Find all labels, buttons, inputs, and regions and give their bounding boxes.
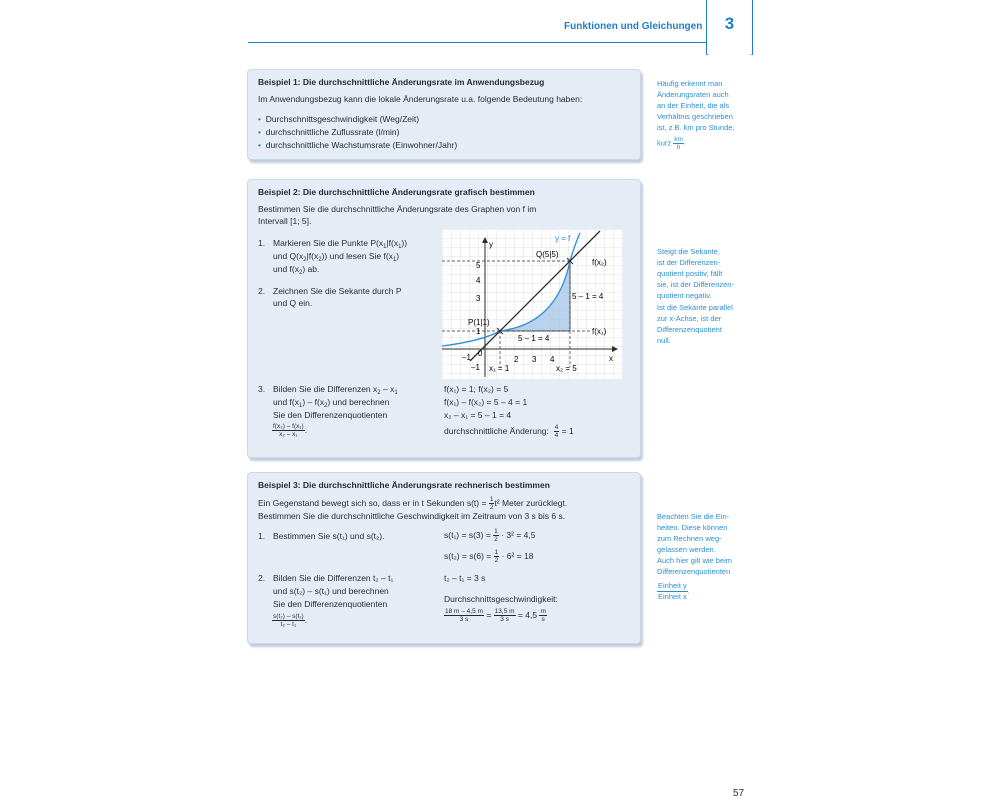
example1-title: Beispiel 1: Die durchschnittliche Änderungsrate im Anwendungsbezug bbox=[258, 77, 545, 87]
step-text: Sie den Differenzenquotienten bbox=[273, 410, 388, 420]
step-text: Markieren Sie die Punkte $P(x_1|f(x_1))$ bbox=[273, 238, 408, 250]
dy-label: 5 – 1 = 4 bbox=[572, 292, 604, 301]
y-tick-5: 5 bbox=[476, 261, 481, 270]
margin-line: Steigt die Sekante, bbox=[657, 247, 720, 256]
x-tick-2: 2 bbox=[514, 355, 519, 364]
example3-intro: Bestimmen Sie die durchschnittliche Geschwindigkeit im Zeitraum von 3 s bis 6 s. bbox=[258, 511, 566, 521]
header-rule bbox=[248, 42, 706, 43]
margin-line: Änderungsraten auch bbox=[657, 90, 729, 99]
step-text: Zeichnen Sie die Sekante durch P bbox=[273, 286, 402, 296]
result-line: f(x₁) – f(x₂) = 5 – 4 = 1 bbox=[444, 397, 528, 407]
point-q-label: Q(5|5) bbox=[536, 250, 559, 259]
margin-line: Häufig erkennt man bbox=[657, 79, 723, 88]
step-text: und $Q(x_2|f(x_2))$ und lesen Sie $f(x_1)$ bbox=[273, 251, 400, 263]
margin-line: gelassen werden. bbox=[657, 545, 716, 554]
margin-line: zur x-Achse, ist der bbox=[657, 314, 722, 323]
margin-line: Differenzenquotienten bbox=[657, 567, 731, 576]
margin-line: Verhältnis geschrieben bbox=[657, 112, 733, 121]
step-number: 3. bbox=[258, 384, 266, 394]
x2-label: x₂ = 5 bbox=[556, 364, 577, 373]
example3-intro: Ein Gegenstand bewegt sich so, dass er in t Sekunden s(t) = $\frac{1}{2}$ t² Meter zurücklegt. bbox=[258, 496, 568, 511]
example1-bullet: • Durchschnittsgeschwindigkeit (Weg/Zeit) bbox=[258, 114, 420, 124]
speed-label: Durchschnittsgeschwindigkeit: bbox=[444, 594, 558, 604]
example1-bullet: • durchschnittliche Zuflussrate (l/min) bbox=[258, 127, 400, 137]
margin-line: Auch hier gilt wie beim bbox=[657, 556, 733, 565]
margin-line: zum Rechnen weg- bbox=[657, 534, 722, 543]
speed-calc: $\frac{18 m - 4,5 m}{3 s}$ = $\frac{13,5 m}{3 s}$ = 4,5 $\frac{m}{s}$ bbox=[445, 608, 546, 623]
example1-intro: Im Anwendungsbezug kann die lokale Änderungsrate u.a. folgende Bedeutung haben: bbox=[258, 94, 583, 104]
margin-line: null. bbox=[657, 336, 671, 345]
result-line: f(x₁) = 1; f(x₂) = 5 bbox=[444, 384, 509, 394]
y-tick-4: 4 bbox=[476, 276, 481, 285]
chapter-title: Funktionen und Gleichungen bbox=[564, 21, 703, 32]
y-axis-label: y bbox=[489, 240, 493, 249]
dx-label: 5 – 1 = 4 bbox=[518, 334, 550, 343]
margin-line: quotient negativ. bbox=[657, 291, 712, 300]
calc-line: s(t₁) = s(3) = $\frac{1}{2}$ · 3² = 4,5 bbox=[444, 528, 536, 543]
step-number: 2. bbox=[258, 573, 266, 583]
origin-label: 0 bbox=[478, 349, 483, 358]
margin-line: Differenzenquotient bbox=[657, 325, 722, 334]
example3-title: Beispiel 3: Die durchschnittliche Änderungsrate rechnerisch bestimmen bbox=[258, 480, 550, 490]
margin-line bbox=[657, 136, 686, 151]
point-p-label: P(1|1) bbox=[468, 318, 490, 327]
function-graph bbox=[442, 229, 622, 379]
difference-quotient-fraction: $\frac{\text{f(x₂) – f(x₁)}}{\text{x₂ – x₁}}$ . bbox=[273, 423, 308, 438]
margin-line: ist, z.B. km pro Stunde, bbox=[657, 123, 735, 132]
unit-fraction: $\frac{km}{h}$ bbox=[674, 136, 683, 151]
page-number: 57 bbox=[733, 788, 745, 799]
example2-intro: Intervall [1; 5]. bbox=[258, 216, 312, 226]
margin-text: . bbox=[683, 138, 687, 148]
step-text: Bilden Sie die Differenzen $x_2 - x_1$ bbox=[273, 384, 398, 396]
margin-line: sie, ist der Differenzen- bbox=[657, 280, 734, 289]
step-text: Bestimmen Sie s(t₁) und s(t₂). bbox=[273, 531, 385, 541]
y-tick-1: 1 bbox=[476, 327, 481, 336]
x-tick-4: 4 bbox=[550, 355, 555, 364]
difference-quotient-fraction: $\frac{\text{s(t₂) – s(t₁)}}{\text{t₂ – t₁}}$ . bbox=[273, 613, 308, 628]
calc-line: s(t₂) = s(6) = $\frac{1}{2}$ · 6² = 18 bbox=[444, 549, 534, 564]
step-number: 1. bbox=[258, 531, 266, 541]
step-text: und Q ein. bbox=[273, 298, 313, 308]
margin-line: quotient positiv, fällt bbox=[657, 269, 723, 278]
margin-line: Beachten Sie die Ein- bbox=[657, 512, 730, 521]
margin-line: $\frac{\text{Einheit y}}{\text{Einheit x}}$ . bbox=[658, 581, 690, 601]
fx2-label: f(x₂) bbox=[592, 258, 607, 267]
result-line: x₂ – x₁ = 5 – 1 = 4 bbox=[444, 410, 512, 420]
step-text: Bilden Sie die Differenzen t₂ – t₁ bbox=[273, 573, 394, 583]
fx1-label: f(x₁) bbox=[592, 327, 607, 336]
step-text: Sie den Differenzenquotienten bbox=[273, 599, 388, 609]
x-tick-neg1: –1 bbox=[462, 353, 471, 362]
avg-change-line: durchschnittliche Änderung: $\frac{4}{4}$ = 1 bbox=[444, 424, 574, 439]
margin-text: kurz bbox=[657, 138, 672, 148]
example2-intro: Bestimmen Sie die durchschnittliche Änderungsrate des Graphen von f im bbox=[258, 204, 537, 214]
function-label: y = f bbox=[555, 234, 571, 243]
x-axis-label: x bbox=[609, 354, 613, 363]
y-tick-3: 3 bbox=[476, 294, 481, 303]
step-number: 1. bbox=[258, 238, 266, 248]
chapter-number: 3 bbox=[724, 14, 735, 33]
margin-line: an der Einheit, die als bbox=[657, 101, 730, 110]
margin-line: Ist die Sekante parallel bbox=[657, 303, 733, 312]
margin-line: ist der Differenzen- bbox=[657, 258, 721, 267]
step-number: 2. bbox=[258, 286, 266, 296]
example2-title: Beispiel 2: Die durchschnittliche Änderungsrate grafisch bestimmen bbox=[258, 187, 535, 197]
y-tick-neg1: –1 bbox=[471, 363, 480, 372]
step-text: und s(t₂) – s(t₁) und berechnen bbox=[273, 586, 389, 596]
step-text: und $f(x_1) - f(x_2)$ und berechnen bbox=[273, 397, 390, 409]
x1-label: x₁ = 1 bbox=[489, 364, 510, 373]
x-tick-3: 3 bbox=[532, 355, 537, 364]
margin-line: heiten. Diese können bbox=[657, 523, 728, 532]
step-text: und $f(x_2)$ ab. bbox=[273, 264, 320, 276]
dt-line: t₂ – t₁ = 3 s bbox=[444, 573, 486, 583]
example1-bullet: • durchschnittliche Wachstumsrate (Einwohner/Jahr) bbox=[258, 140, 458, 150]
